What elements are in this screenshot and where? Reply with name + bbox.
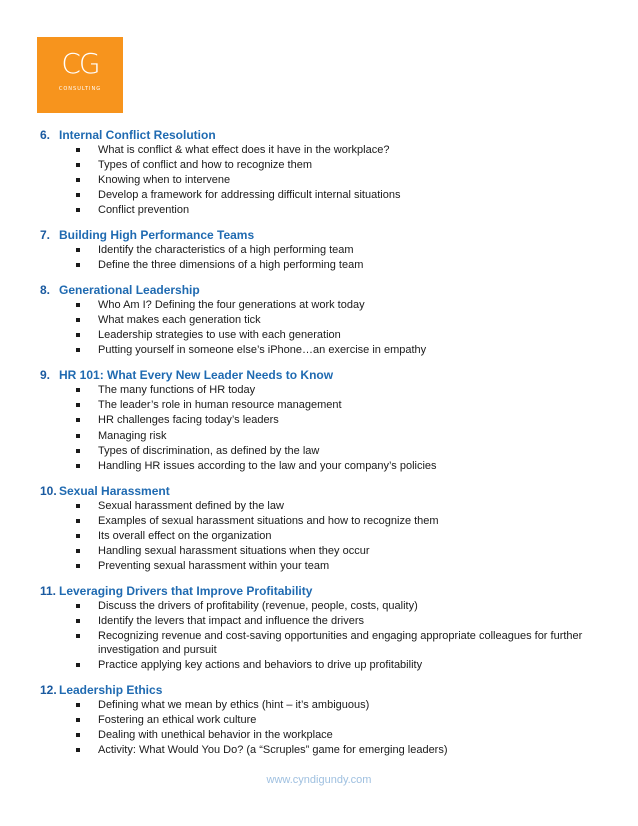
section-heading bbox=[40, 583, 610, 599]
list-item-text: Develop a framework for addressing difficult internal situations bbox=[98, 189, 401, 202]
list-item bbox=[40, 298, 610, 312]
bullet-list bbox=[40, 599, 610, 672]
bullet-square-icon bbox=[40, 743, 98, 757]
bullet-square-icon bbox=[40, 499, 98, 513]
section-number: 7. bbox=[40, 228, 51, 243]
list-item-text: Practice applying key actions and behaviors to drive up profitability bbox=[98, 658, 423, 671]
list-item bbox=[40, 713, 610, 727]
list-item-text: Its overall effect on the organization bbox=[98, 529, 272, 542]
list-item-text: The leader’s role in human resource management bbox=[98, 399, 342, 412]
bullet-square-icon bbox=[40, 559, 98, 573]
list-item bbox=[40, 514, 610, 528]
list-item-text: Handling HR issues according to the law and your company’s policies bbox=[98, 459, 437, 472]
section-title: Sexual Harassment bbox=[59, 483, 170, 498]
bullet-square-icon bbox=[40, 158, 98, 172]
outline-section bbox=[40, 483, 610, 573]
section-heading bbox=[40, 227, 610, 243]
bullet-list bbox=[40, 499, 610, 573]
list-item-text: Identify the levers that impact and influence the drivers bbox=[98, 614, 364, 627]
list-item-text: Defining what we mean by ethics (hint – it’s ambiguous) bbox=[98, 698, 370, 711]
bullet-square-icon bbox=[40, 459, 98, 473]
section-heading bbox=[40, 127, 610, 143]
list-item bbox=[40, 243, 610, 257]
course-outline bbox=[40, 127, 610, 767]
bullet-list bbox=[40, 143, 610, 217]
bullet-square-icon bbox=[40, 413, 98, 427]
list-item bbox=[40, 614, 610, 628]
list-item bbox=[40, 143, 610, 157]
list-item bbox=[40, 544, 610, 558]
section-title: HR 101: What Every New Leader Needs to Know bbox=[59, 368, 334, 383]
list-item bbox=[40, 743, 610, 757]
bullet-square-icon bbox=[40, 614, 98, 628]
bullet-square-icon bbox=[40, 698, 98, 712]
list-item bbox=[40, 658, 610, 672]
bullet-list bbox=[40, 298, 610, 357]
list-item-text: Who Am I? Defining the four generations at work today bbox=[98, 299, 365, 312]
bullet-list bbox=[40, 383, 610, 472]
section-number: 12. bbox=[40, 682, 57, 697]
section-heading bbox=[40, 282, 610, 298]
list-item bbox=[40, 383, 610, 397]
list-item-text: Identify the characteristics of a high performing team bbox=[98, 244, 354, 257]
outline-section bbox=[40, 367, 610, 472]
bullet-square-icon bbox=[40, 243, 98, 257]
bullet-square-icon bbox=[40, 629, 98, 657]
list-item-text: Fostering an ethical work culture bbox=[98, 713, 257, 726]
list-item-text: Leadership strategies to use with each generation bbox=[98, 329, 341, 342]
bullet-square-icon bbox=[40, 173, 98, 187]
bullet-square-icon bbox=[40, 328, 98, 342]
bullet-square-icon bbox=[40, 514, 98, 528]
footer-url[interactable]: www.cyndigundy.com bbox=[266, 774, 372, 786]
list-item-text: Activity: What Would You Do? (a “Scruples” game for emerging leaders) bbox=[98, 744, 448, 757]
list-item-text: Handling sexual harassment situations when they occur bbox=[98, 544, 370, 557]
bullet-square-icon bbox=[40, 313, 98, 327]
list-item bbox=[40, 429, 610, 443]
bullet-square-icon bbox=[40, 444, 98, 458]
bullet-square-icon bbox=[40, 599, 98, 613]
list-item bbox=[40, 188, 610, 202]
list-item bbox=[40, 343, 610, 357]
list-item bbox=[40, 698, 610, 712]
section-title: Leadership Ethics bbox=[59, 682, 163, 697]
list-item bbox=[40, 173, 610, 187]
list-item-text: Types of conflict and how to recognize them bbox=[98, 159, 313, 172]
outline-section bbox=[40, 682, 610, 757]
list-item-text: Types of discrimination, as defined by the law bbox=[98, 444, 320, 457]
list-item-text: Managing risk bbox=[98, 429, 167, 442]
company-logo bbox=[37, 37, 123, 113]
section-number: 9. bbox=[40, 368, 51, 383]
bullet-square-icon bbox=[40, 658, 98, 672]
list-item-text: Discuss the drivers of profitability (revenue, people, costs, quality) bbox=[98, 599, 418, 612]
bullet-square-icon bbox=[40, 544, 98, 558]
bullet-square-icon bbox=[40, 383, 98, 397]
bullet-square-icon bbox=[40, 143, 98, 157]
section-number: 11. bbox=[40, 583, 57, 598]
section-number: 6. bbox=[40, 128, 51, 142]
outline-section bbox=[40, 227, 610, 272]
list-item bbox=[40, 728, 610, 742]
list-item bbox=[40, 459, 610, 473]
outline-section bbox=[40, 127, 610, 217]
list-item bbox=[40, 313, 610, 327]
list-item-text: Sexual harassment defined by the law bbox=[98, 499, 284, 512]
list-item-text: Define the three dimensions of a high performing team bbox=[98, 259, 364, 272]
outline-section bbox=[40, 583, 610, 672]
list-item bbox=[40, 413, 610, 427]
bullet-square-icon bbox=[40, 529, 98, 543]
list-item-text: The many functions of HR today bbox=[98, 384, 256, 397]
bullet-square-icon bbox=[40, 203, 98, 217]
list-item bbox=[40, 158, 610, 172]
bullet-square-icon bbox=[40, 188, 98, 202]
list-item bbox=[40, 499, 610, 513]
list-item-text: HR challenges facing today’s leaders bbox=[98, 414, 279, 427]
section-number: 10. bbox=[40, 483, 57, 498]
list-item-text: Knowing when to intervene bbox=[98, 174, 231, 187]
list-item bbox=[40, 529, 610, 543]
bullet-square-icon bbox=[40, 429, 98, 443]
list-item-text: Dealing with unethical behavior in the workplace bbox=[98, 729, 333, 742]
list-item-text: Conflict prevention bbox=[98, 204, 190, 217]
bullet-square-icon bbox=[40, 713, 98, 727]
section-heading bbox=[40, 367, 610, 383]
section-number: 8. bbox=[40, 283, 51, 298]
list-item bbox=[40, 444, 610, 458]
bullet-square-icon bbox=[40, 298, 98, 312]
section-title: Leveraging Drivers that Improve Profitability bbox=[59, 583, 313, 598]
list-item bbox=[40, 328, 610, 342]
list-item bbox=[40, 203, 610, 217]
outline-section bbox=[40, 282, 610, 357]
list-item bbox=[40, 599, 610, 613]
list-item bbox=[40, 629, 610, 657]
bullet-list bbox=[40, 698, 610, 757]
bullet-square-icon bbox=[40, 258, 98, 272]
list-item bbox=[40, 559, 610, 573]
bullet-square-icon bbox=[40, 343, 98, 357]
section-title: Generational Leadership bbox=[59, 283, 200, 298]
list-item-text: Putting yourself in someone else’s iPhone…an exercise in empathy bbox=[98, 344, 427, 357]
list-item-text: Examples of sexual harassment situations and how to recognize them bbox=[98, 514, 439, 527]
section-title: Internal Conflict Resolution bbox=[59, 128, 216, 142]
list-item-text: Preventing sexual harassment within your team bbox=[98, 559, 330, 572]
list-item bbox=[40, 258, 610, 272]
bullet-square-icon bbox=[40, 728, 98, 742]
list-item-text: What is conflict & what effect does it have in the workplace? bbox=[98, 144, 390, 156]
list-item bbox=[40, 398, 610, 412]
section-title: Building High Performance Teams bbox=[59, 228, 255, 243]
list-item-text: What makes each generation tick bbox=[98, 314, 261, 327]
list-item-text: Recognizing revenue and cost-saving opportunities and engaging appropriate colleagues for further investigation and pursuit bbox=[98, 629, 583, 656]
logo-mark: CG bbox=[61, 47, 99, 80]
logo-subtitle: CONSULTING bbox=[58, 86, 102, 92]
bullet-list bbox=[40, 243, 610, 272]
section-heading bbox=[40, 483, 610, 499]
section-heading bbox=[40, 682, 610, 698]
bullet-square-icon bbox=[40, 398, 98, 412]
